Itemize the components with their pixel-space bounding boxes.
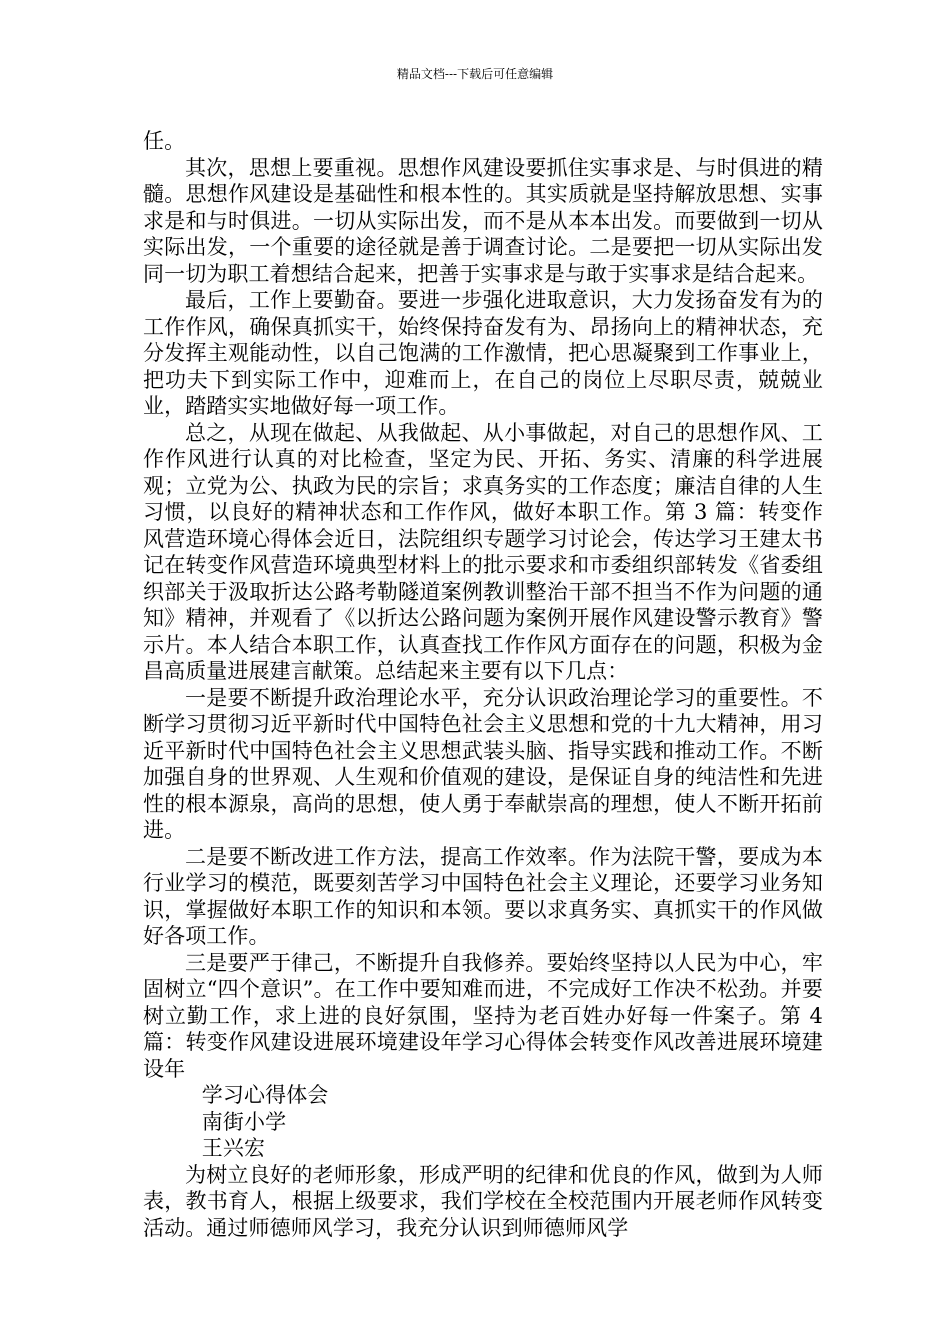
paragraph-in-summary: 总之，从现在做起、从我做起、从小事做起，对自己的思想作风、工作作风进行认真的对比检查，坚定为民、开拓、务实、清廉的科学进展观；立党为公、执政为民的宗旨；求真务实的工作态度；廉洁自律的人生习惯，以良好的精神状态和工作作风，做好本职工作。第 3 篇：转变作风营造环境心得体会近日，法院组织专题学习讨论会，传达学习王建太书记在转变作风营造环境典型材料上的批示要求和市委组织部转发《省委组织部关于汲取折达公路考勒隧道案例教训整治干部不担当不作为问题的通知》精神，并观看了《以折达公路问题为案例开展作风建设警示教育》警示片。本人结合本职工作，认真查找工作作风方面存在的问题，积极为金昌高质量进展建言献策。总结起来主要有以下几点： bbox=[143, 420, 823, 683]
paragraph-teacher-style: 为树立良好的老师形象，形成严明的纪律和优良的作风，做到为人师表，教书育人，根据上级要求，我们学校在全校范围内开展老师作风转变活动。通过师德师风学习，我充分认识到师德师风学 bbox=[143, 1162, 823, 1240]
paragraph-point-two: 二是要不断改进工作方法，提高工作效率。作为法院干警，要成为本行业学习的模范，既要刻苦学习中国特色社会主义理论，还要学习业务知识，掌握做好本职工作的知识和本领。要以求真务实、真抓实干的作风做好各项工作。 bbox=[143, 844, 823, 948]
paragraph-point-one: 一是要不断提升政治理论水平，充分认识政治理论学习的重要性。不断学习贯彻习近平新时代中国特色社会主义思想和党的十九大精神，用习近平新时代中国特色社会主义思想武装头脑、指导实践和推动工作。不断加强自身的世界观、人生观和价值观的建设，是保证自身的纯洁性和先进性的根本源泉，高尚的思想，使人勇于奉献崇高的理想，使人不断开拓前进。 bbox=[143, 685, 823, 842]
paragraph-finally: 最后，工作上要勤奋。要进一步强化进取意识，大力发扬奋发有为的工作作风，确保真抓实干，始终保持奋发有为、昂扬向上的精神状态，充分发挥主观能动性，以自己饱满的工作激情，把心思凝聚到工作事业上，把功夫下到实际工作中，迎难而上，在自己的岗位上尽职尽责，兢兢业业，踏踏实实地做好每一项工作。 bbox=[143, 288, 823, 418]
paragraph-point-three: 三是要严于律己，不断提升自我修养。要始终坚持以人民为中心，牢固树立“四个意识”。在工作中要知难而进，不完成好工作决不松劲。并要树立勤工作，求上进的良好氛围，坚持为老百姓办好每一件案子。第 4 篇：转变作风建设进展环境建设年学习心得体会转变作风改善进展环境建设年 bbox=[143, 950, 823, 1081]
subtitle-line: 学习心得体会 bbox=[201, 1083, 329, 1107]
paragraph-continuation: 任。 bbox=[143, 129, 186, 153]
school-line: 南街小学 bbox=[201, 1109, 287, 1134]
document-body bbox=[143, 128, 823, 1241]
paragraph-secondly: 其次，思想上要重视。思想作风建设要抓住实事求是、与时俱进的精髓。思想作风建设是基础性和根本性的。其实质就是坚持解放思想、实事求是和与时俱进。一切从实际出发，而不是从本本出发。而要做到一切从实际出发，一个重要的途径就是善于调查讨论。二是要把一切从实际出发同一切为职工着想结合起来，把善于实事求是与敢于实事求是结合起来。 bbox=[143, 155, 823, 286]
page-header: 精品文档---下载后可任意编辑 bbox=[396, 67, 554, 81]
author-line: 王兴宏 bbox=[201, 1136, 266, 1160]
